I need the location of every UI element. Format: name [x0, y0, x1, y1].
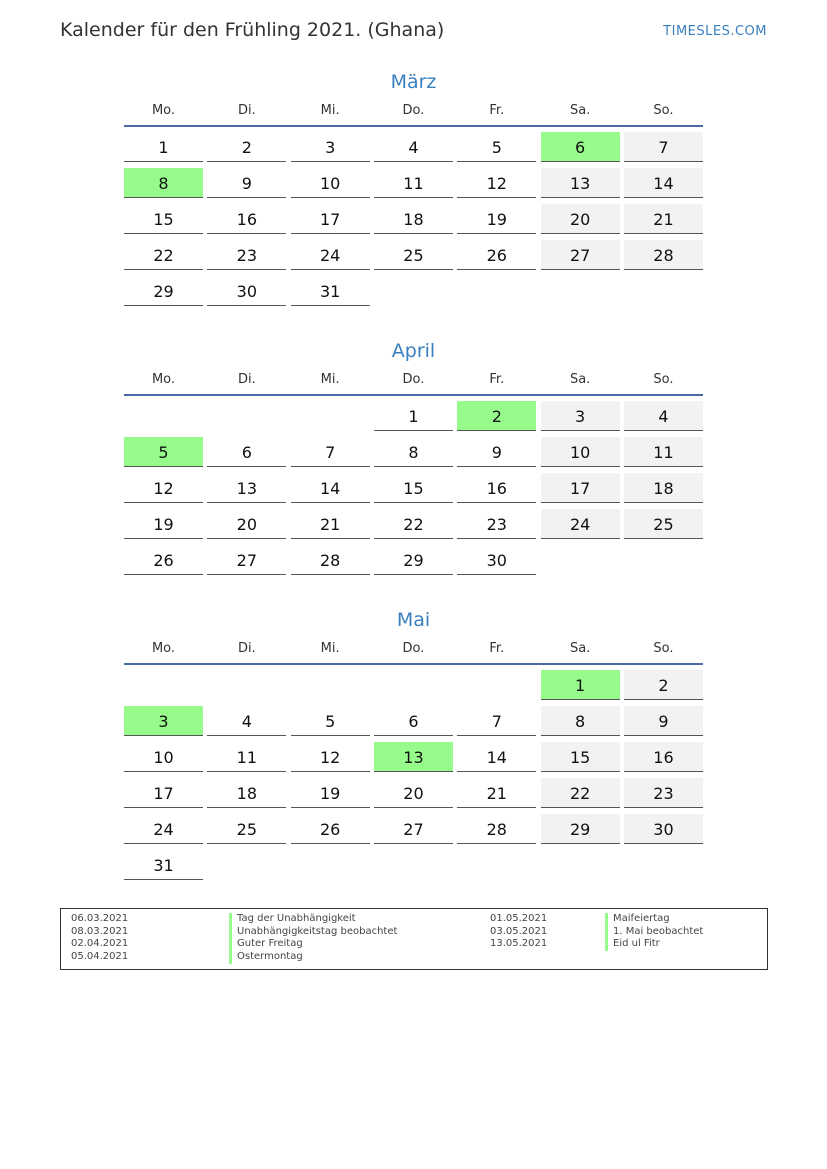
legend-date: 05.04.2021 — [71, 951, 129, 963]
day-cell: 17 — [541, 473, 620, 503]
day-cell: 5 — [457, 132, 536, 162]
weekday-label: Sa. — [569, 641, 591, 656]
day-cell: 6 — [541, 132, 620, 162]
day-cell: 29 — [374, 545, 453, 575]
day-cell: 14 — [624, 168, 703, 198]
day-cell: 7 — [624, 132, 703, 162]
day-cell: 13 — [374, 742, 453, 772]
month-title: Mai — [396, 609, 431, 631]
day-cell: 21 — [624, 204, 703, 234]
day-cell: 11 — [374, 168, 453, 198]
day-cell: 6 — [374, 706, 453, 736]
day-cell: 16 — [207, 204, 286, 234]
empty-day-cell — [457, 670, 536, 700]
day-cell: 20 — [374, 778, 453, 808]
legend-holiday-name: Tag der Unabhängigkeit — [229, 913, 397, 926]
day-cell: 1 — [124, 132, 203, 162]
day-cell: 20 — [541, 204, 620, 234]
day-cell: 2 — [207, 132, 286, 162]
weekday-label: So. — [653, 641, 674, 656]
day-cell: 22 — [124, 240, 203, 270]
week-row — [124, 540, 703, 576]
day-cell: 30 — [624, 814, 703, 844]
weekday-label: Fr. — [489, 641, 505, 656]
weekday-label: Sa. — [569, 103, 591, 118]
legend-date: 13.05.2021 — [490, 938, 548, 950]
week-row — [124, 737, 703, 773]
month-calendar — [124, 68, 703, 307]
day-cell: 1 — [374, 401, 453, 431]
weekday-label: Di. — [237, 372, 256, 387]
day-cell: 9 — [624, 706, 703, 736]
week-row — [124, 271, 703, 307]
empty-day-cell — [624, 276, 703, 306]
day-cell: 10 — [541, 437, 620, 467]
legend-dates-left — [71, 913, 128, 964]
day-cell: 24 — [124, 814, 203, 844]
weekday-label: Mo. — [151, 372, 176, 387]
day-cell: 30 — [207, 276, 286, 306]
week-row — [124, 468, 703, 504]
day-cell: 30 — [457, 545, 536, 575]
week-row — [124, 432, 703, 468]
day-cell: 27 — [541, 240, 620, 270]
day-cell: 22 — [374, 509, 453, 539]
week-row — [124, 773, 703, 809]
day-cell: 24 — [291, 240, 370, 270]
day-cell: 12 — [457, 168, 536, 198]
day-cell: 10 — [291, 168, 370, 198]
legend-holiday-name: Ostermontag — [229, 951, 397, 964]
legend-names-left — [229, 913, 397, 964]
day-cell: 24 — [541, 509, 620, 539]
legend-names-right — [605, 913, 703, 951]
day-cell: 9 — [207, 168, 286, 198]
empty-day-cell — [457, 850, 536, 880]
day-cell: 27 — [374, 814, 453, 844]
day-cell: 12 — [291, 742, 370, 772]
weekday-label: Mi. — [320, 103, 340, 118]
page-title: Kalender für den Frühling 2021. (Ghana) — [60, 19, 445, 41]
holiday-legend — [60, 908, 768, 970]
empty-day-cell — [624, 545, 703, 575]
weekday-label: Do. — [402, 103, 425, 118]
week-row — [124, 845, 703, 881]
weekday-header — [124, 369, 703, 391]
weekday-label: Fr. — [489, 103, 505, 118]
day-cell: 29 — [124, 276, 203, 306]
month-calendar — [124, 606, 703, 881]
empty-day-cell — [541, 276, 620, 306]
day-cell: 25 — [624, 509, 703, 539]
legend-holiday-name: Eid ul Fitr — [605, 938, 703, 951]
day-cell: 19 — [124, 509, 203, 539]
month-calendar — [124, 337, 703, 576]
day-cell: 3 — [541, 401, 620, 431]
week-row — [124, 665, 703, 701]
legend-date: 02.04.2021 — [71, 938, 129, 950]
week-row — [124, 199, 703, 235]
weekday-label: Do. — [402, 372, 425, 387]
legend-date: 08.03.2021 — [71, 925, 129, 937]
empty-day-cell — [207, 850, 286, 880]
day-cell: 17 — [124, 778, 203, 808]
day-cell: 8 — [374, 437, 453, 467]
day-cell: 4 — [207, 706, 286, 736]
day-cell: 4 — [624, 401, 703, 431]
day-cell: 26 — [124, 545, 203, 575]
day-cell: 25 — [207, 814, 286, 844]
day-cell: 21 — [457, 778, 536, 808]
day-cell: 16 — [624, 742, 703, 772]
day-cell: 8 — [124, 168, 203, 198]
day-cell: 7 — [457, 706, 536, 736]
day-cell: 7 — [291, 437, 370, 467]
day-cell: 19 — [457, 204, 536, 234]
day-cell: 27 — [207, 545, 286, 575]
empty-day-cell — [374, 276, 453, 306]
empty-day-cell — [374, 850, 453, 880]
empty-day-cell — [291, 670, 370, 700]
day-cell: 15 — [124, 204, 203, 234]
day-cell: 5 — [291, 706, 370, 736]
day-cell: 26 — [457, 240, 536, 270]
day-cell: 6 — [207, 437, 286, 467]
day-cell: 15 — [541, 742, 620, 772]
day-cell: 3 — [124, 706, 203, 736]
empty-day-cell — [207, 401, 286, 431]
empty-day-cell — [457, 276, 536, 306]
empty-day-cell — [374, 670, 453, 700]
day-cell: 29 — [541, 814, 620, 844]
legend-date: 01.05.2021 — [490, 913, 548, 924]
day-cell: 20 — [207, 509, 286, 539]
day-cell: 5 — [124, 437, 203, 467]
day-cell: 12 — [124, 473, 203, 503]
empty-day-cell — [541, 545, 620, 575]
weekday-header — [124, 100, 703, 122]
legend-date: 06.03.2021 — [71, 913, 129, 924]
day-cell: 2 — [624, 670, 703, 700]
legend-holiday-name: Maifeiertag — [605, 913, 703, 926]
day-cell: 22 — [541, 778, 620, 808]
day-cell: 15 — [374, 473, 453, 503]
week-row — [124, 809, 703, 845]
empty-day-cell — [207, 670, 286, 700]
week-row — [124, 163, 703, 199]
day-cell: 23 — [457, 509, 536, 539]
day-cell: 13 — [541, 168, 620, 198]
week-row — [124, 504, 703, 540]
legend-holiday-name: 1. Mai beobachtet — [605, 926, 703, 939]
weekday-label: So. — [653, 103, 674, 118]
day-cell: 19 — [291, 778, 370, 808]
day-cell: 18 — [374, 204, 453, 234]
empty-day-cell — [624, 850, 703, 880]
day-cell: 28 — [624, 240, 703, 270]
day-cell: 14 — [291, 473, 370, 503]
month-title: März — [390, 71, 437, 93]
day-cell: 26 — [291, 814, 370, 844]
weekday-label: Mo. — [151, 103, 176, 118]
day-cell: 31 — [291, 276, 370, 306]
empty-day-cell — [291, 401, 370, 431]
legend-holiday-name: Guter Freitag — [229, 938, 397, 951]
day-cell: 17 — [291, 204, 370, 234]
day-cell: 25 — [374, 240, 453, 270]
day-cell: 11 — [624, 437, 703, 467]
day-cell: 2 — [457, 401, 536, 431]
empty-day-cell — [124, 670, 203, 700]
month-title: April — [391, 340, 436, 362]
day-cell: 10 — [124, 742, 203, 772]
day-cell: 18 — [207, 778, 286, 808]
day-cell: 8 — [541, 706, 620, 736]
site-link[interactable]: TIMESLES.COM — [663, 24, 767, 39]
weekday-label: Mi. — [320, 641, 340, 656]
weekday-label: Di. — [237, 641, 256, 656]
empty-day-cell — [291, 850, 370, 880]
week-row — [124, 235, 703, 271]
day-cell: 4 — [374, 132, 453, 162]
day-cell: 3 — [291, 132, 370, 162]
weekday-label: Di. — [237, 103, 256, 118]
legend-date: 03.05.2021 — [490, 925, 548, 937]
legend-holiday-name: Unabhängigkeitstag beobachtet — [229, 926, 397, 939]
day-cell: 9 — [457, 437, 536, 467]
week-row — [124, 396, 703, 432]
weekday-label: So. — [653, 372, 674, 387]
empty-day-cell — [541, 850, 620, 880]
day-cell: 23 — [624, 778, 703, 808]
week-row — [124, 701, 703, 737]
weekday-label: Mi. — [320, 372, 340, 387]
day-cell: 28 — [291, 545, 370, 575]
day-cell: 23 — [207, 240, 286, 270]
day-cell: 28 — [457, 814, 536, 844]
weekday-header — [124, 638, 703, 660]
weekday-label: Sa. — [569, 372, 591, 387]
day-cell: 14 — [457, 742, 536, 772]
day-cell: 31 — [124, 850, 203, 880]
day-cell: 18 — [624, 473, 703, 503]
week-row — [124, 127, 703, 163]
day-cell: 16 — [457, 473, 536, 503]
day-cell: 21 — [291, 509, 370, 539]
empty-day-cell — [124, 401, 203, 431]
day-cell: 13 — [207, 473, 286, 503]
weekday-label: Do. — [402, 641, 425, 656]
weekday-label: Mo. — [151, 641, 176, 656]
weekday-label: Fr. — [489, 372, 505, 387]
day-cell: 11 — [207, 742, 286, 772]
legend-dates-right — [490, 913, 547, 951]
day-cell: 1 — [541, 670, 620, 700]
